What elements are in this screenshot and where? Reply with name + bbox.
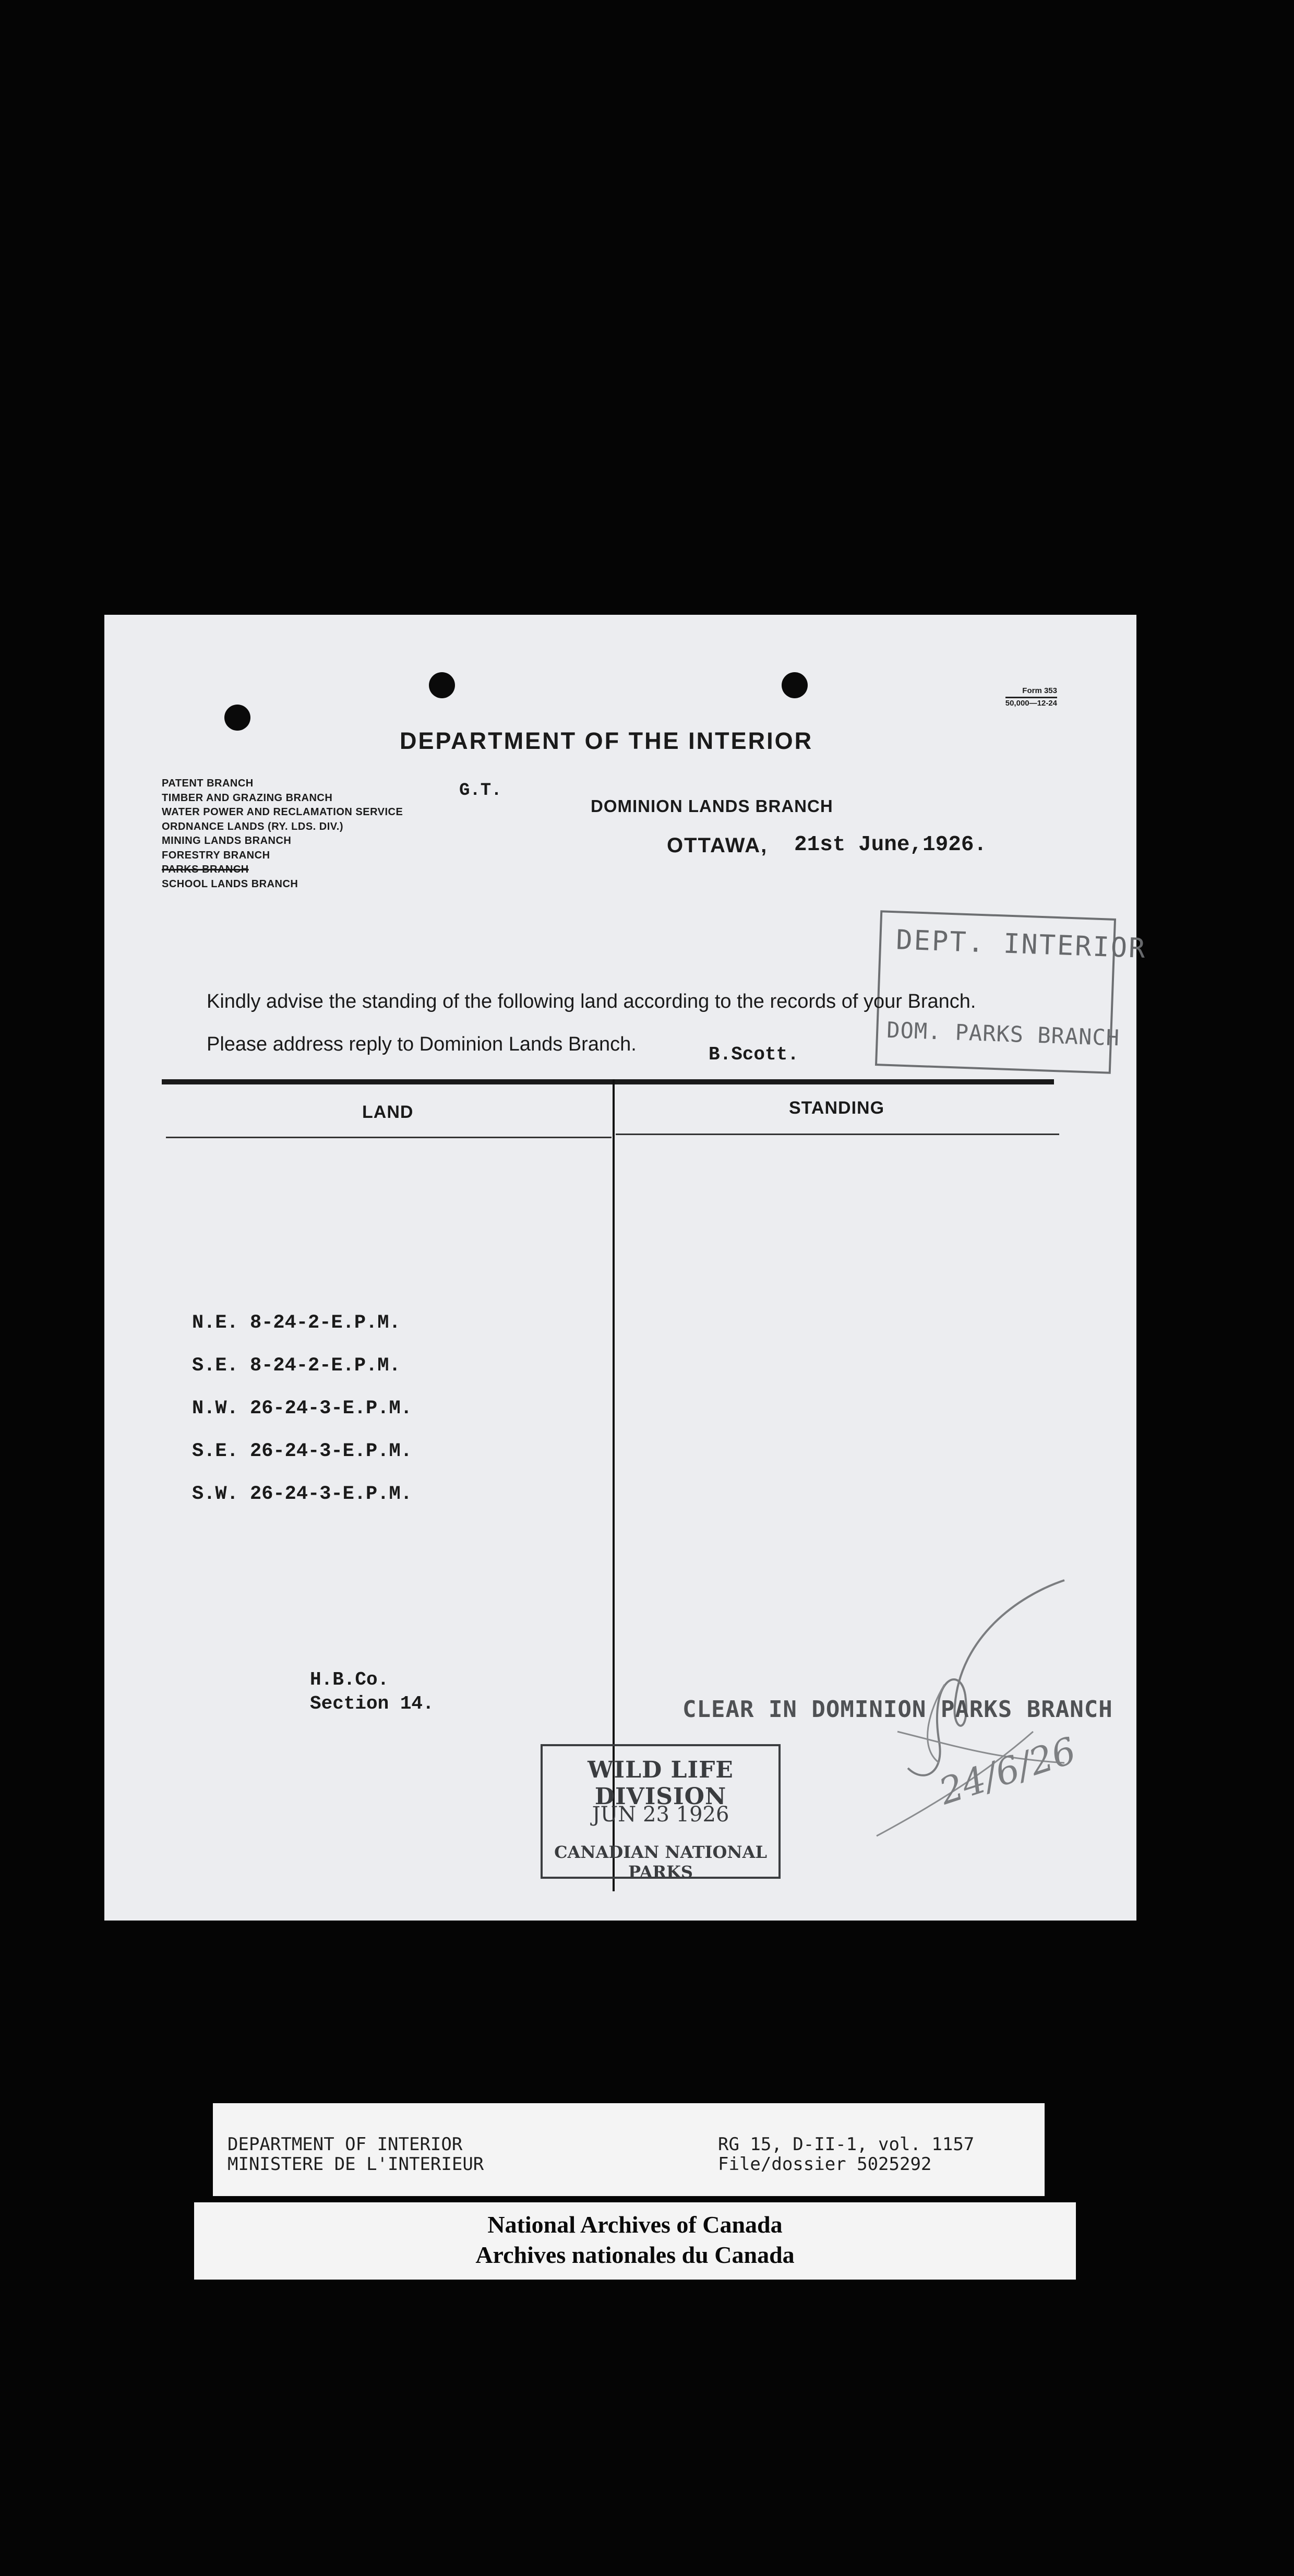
parcel-item: S.E. 26-24-3-E.P.M.	[192, 1440, 412, 1462]
wildlife-division-stamp	[541, 1744, 781, 1882]
standing-column-rule	[616, 1134, 1059, 1135]
parcel-item: S.E. 8-24-2-E.P.M.	[192, 1355, 401, 1377]
form-number: Form 353	[1005, 686, 1057, 698]
stamp-bottom-text: DOM. PARKS BRANCH	[886, 1017, 1120, 1051]
date: 21st June,1926.	[794, 833, 987, 857]
label-department-en: DEPARTMENT OF INTERIOR	[227, 2134, 463, 2155]
hbc-note	[310, 1668, 434, 1716]
label-reference	[718, 2134, 974, 2174]
branch-item: SCHOOL LANDS BRANCH	[162, 878, 298, 890]
branch-item: WATER POWER AND RECLAMATION SERVICE	[162, 806, 403, 818]
branch-item: MINING LANDS BRANCH	[162, 835, 292, 846]
label-department	[227, 2134, 484, 2174]
credit-line-fr: Archives nationales du Canada	[475, 2241, 795, 2268]
stamp-line-parks: CANADIAN NATIONAL PARKS	[554, 1842, 767, 1882]
land-column-header: LAND	[362, 1102, 414, 1122]
parcel-item: S.W. 26-24-3-E.P.M.	[192, 1483, 412, 1505]
parcel-list	[192, 1302, 412, 1516]
standing-column-header: STANDING	[789, 1098, 885, 1118]
stamp-line-date: JUN 23 1926	[592, 1803, 729, 1827]
department-title: DEPARTMENT OF THE INTERIOR	[400, 728, 813, 754]
punch-hole	[429, 672, 455, 698]
archives-credit-label	[194, 2202, 1076, 2280]
branch-list	[162, 777, 403, 891]
punch-hole	[782, 672, 808, 698]
branch-item-struck: PARKS BRANCH	[162, 864, 249, 875]
land-column-rule	[166, 1137, 612, 1138]
branch-item: PATENT BRANCH	[162, 778, 254, 789]
label-department-fr: MINISTERE DE L'INTERIEUR	[227, 2154, 484, 2175]
reply-text: Please address reply to Dominion Lands Branch.	[207, 1033, 637, 1055]
hbc-line: H.B.Co.	[310, 1669, 389, 1690]
parcel-item: N.E. 8-24-2-E.P.M.	[192, 1312, 401, 1334]
label-file-number: File/dossier 5025292	[718, 2154, 932, 2175]
parcel-item: N.W. 26-24-3-E.P.M.	[192, 1398, 412, 1420]
credit-line-en: National Archives of Canada	[487, 2211, 783, 2238]
handwritten-signature	[772, 1575, 1137, 1940]
label-record-group: RG 15, D-II-1, vol. 1157	[718, 2134, 975, 2155]
hbc-line: Section 14.	[310, 1693, 434, 1714]
from-branch: DOMINION LANDS BRANCH	[591, 796, 833, 816]
punch-hole	[224, 705, 250, 731]
archive-reference-label	[213, 2103, 1045, 2196]
branch-item: FORESTRY BRANCH	[162, 849, 270, 861]
stamp-line-division: WILD LIFE DIVISION	[588, 1757, 734, 1810]
branch-item: TIMBER AND GRAZING BRANCH	[162, 792, 333, 804]
place: OTTAWA,	[667, 834, 768, 857]
branch-item: ORDNANCE LANDS (RY. LDS. DIV.)	[162, 820, 343, 832]
form-print-run: 50,000—12-24	[1005, 699, 1057, 708]
handwritten-date: 24/6/26	[933, 1728, 1081, 1814]
header-rule	[162, 1079, 1054, 1084]
form-number-block	[1005, 686, 1057, 709]
typed-initials: G.T.	[459, 781, 502, 801]
signer: B.Scott.	[709, 1044, 799, 1065]
request-text: Kindly advise the standing of the following land according to the records of your Branch.	[207, 991, 976, 1012]
form-sheet	[104, 615, 1147, 1921]
standing-note: CLEAR IN DOMINION PARKS BRANCH	[682, 1696, 1113, 1723]
stamp-top-text: DEPT. INTERIOR	[895, 924, 1147, 965]
